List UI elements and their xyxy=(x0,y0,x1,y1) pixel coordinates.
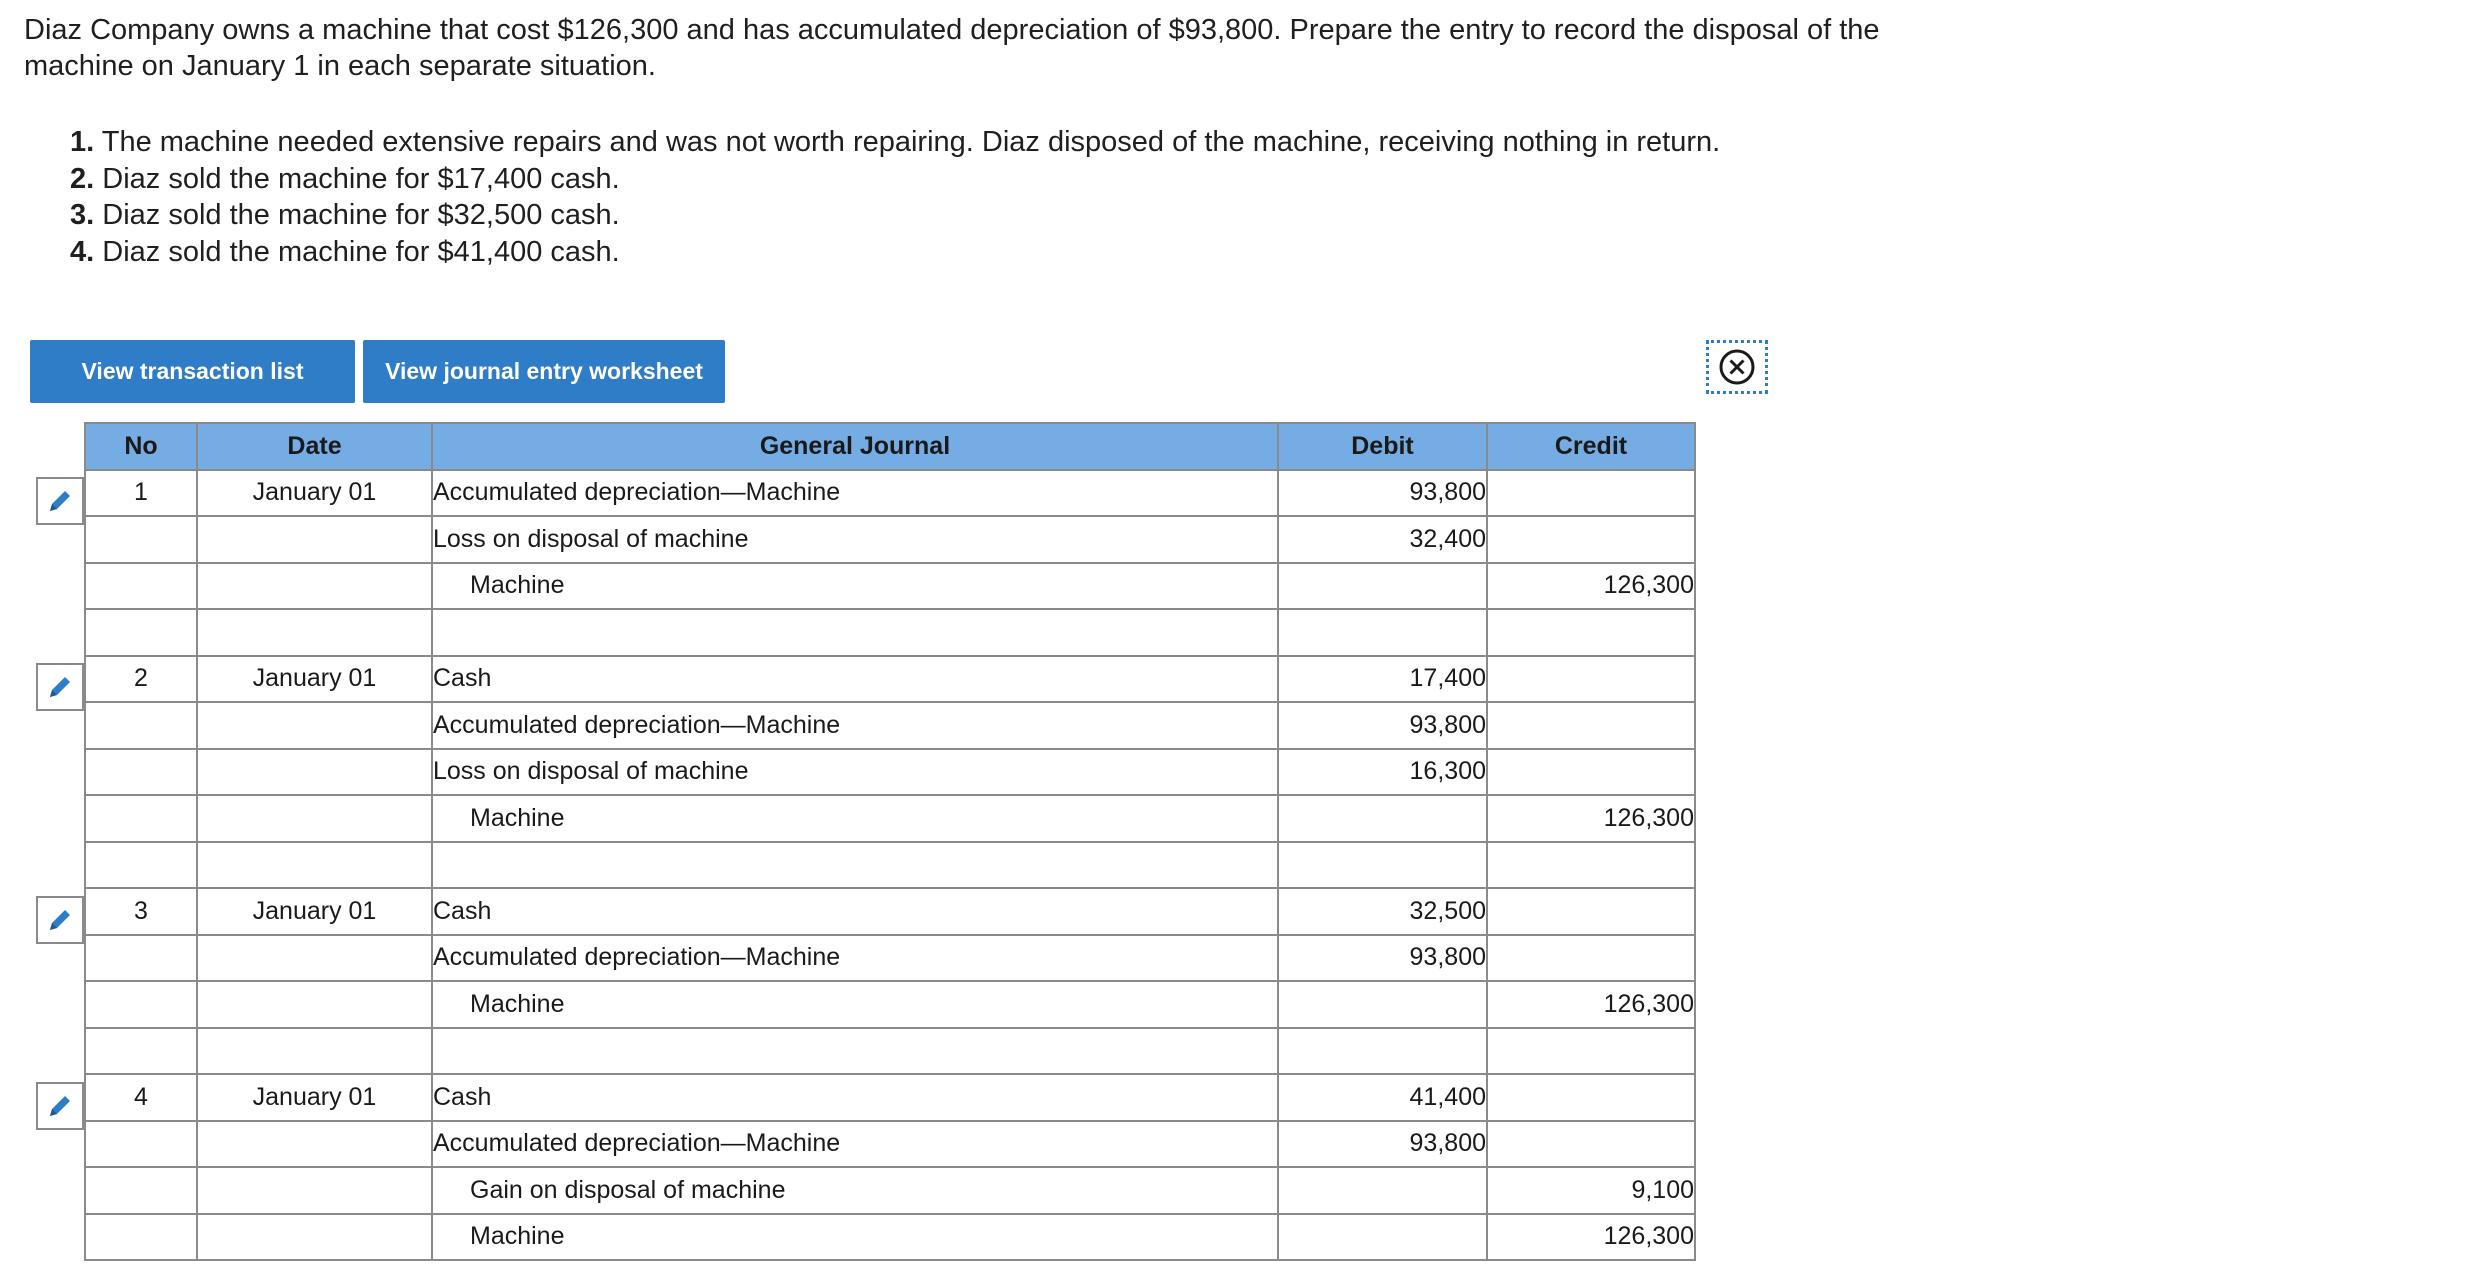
cell-date xyxy=(197,1028,432,1075)
cell-debit[interactable]: 93,800 xyxy=(1278,1121,1487,1168)
table-row xyxy=(85,563,1695,610)
cell-no xyxy=(85,749,197,796)
cell-account[interactable]: Cash xyxy=(432,1074,1278,1121)
requirement-number: 1. xyxy=(70,126,95,158)
table-row xyxy=(85,516,1695,563)
cell-date: January 01 xyxy=(197,1074,432,1121)
cell-account[interactable]: Accumulated depreciation—Machine xyxy=(432,935,1278,982)
cell-account[interactable]: Machine xyxy=(432,795,1278,842)
cell-debit[interactable]: 93,800 xyxy=(1278,470,1487,517)
table-row xyxy=(85,1214,1695,1261)
general-journal-table xyxy=(84,422,1696,1261)
cell-credit[interactable] xyxy=(1487,935,1695,982)
close-button[interactable] xyxy=(1706,340,1768,394)
cell-account[interactable]: Cash xyxy=(432,888,1278,935)
cell-credit[interactable] xyxy=(1487,888,1695,935)
cell-account[interactable]: Accumulated depreciation—Machine xyxy=(432,1121,1278,1168)
cell-date: January 01 xyxy=(197,470,432,517)
requirement-text: Diaz sold the machine for $41,400 cash. xyxy=(102,235,620,268)
column-header-debit: Debit xyxy=(1278,423,1487,470)
table-header-row xyxy=(85,423,1695,470)
cell-no xyxy=(85,935,197,982)
requirement-text: Diaz sold the machine for $17,400 cash. xyxy=(102,162,620,195)
cell-account[interactable]: Machine xyxy=(432,563,1278,610)
cell-credit[interactable] xyxy=(1487,656,1695,703)
cell-debit[interactable] xyxy=(1278,795,1487,842)
cell-account[interactable]: Machine xyxy=(432,981,1278,1028)
cell-date xyxy=(197,1167,432,1214)
cell-debit[interactable]: 32,500 xyxy=(1278,888,1487,935)
cell-credit[interactable] xyxy=(1487,609,1695,656)
cell-date xyxy=(197,1214,432,1261)
edit-entry-1-button[interactable] xyxy=(36,477,84,525)
cell-credit[interactable] xyxy=(1487,749,1695,796)
cell-credit[interactable] xyxy=(1487,1028,1695,1075)
cell-debit[interactable]: 93,800 xyxy=(1278,935,1487,982)
cell-account[interactable] xyxy=(432,1028,1278,1075)
table-row xyxy=(85,1028,1695,1075)
cell-credit[interactable] xyxy=(1487,702,1695,749)
cell-credit[interactable] xyxy=(1487,516,1695,563)
cell-account[interactable]: Loss on disposal of machine xyxy=(432,516,1278,563)
cell-date xyxy=(197,702,432,749)
cell-debit[interactable]: 17,400 xyxy=(1278,656,1487,703)
table-row xyxy=(85,749,1695,796)
cell-no xyxy=(85,795,197,842)
table-row xyxy=(85,702,1695,749)
cell-account[interactable]: Loss on disposal of machine xyxy=(432,749,1278,796)
requirement-item xyxy=(70,197,1720,234)
cell-credit[interactable] xyxy=(1487,842,1695,889)
column-header-date: Date xyxy=(197,423,432,470)
circle-x-icon xyxy=(1718,348,1756,386)
cell-account[interactable] xyxy=(432,842,1278,889)
journal-body xyxy=(85,470,1695,1261)
table-row xyxy=(85,981,1695,1028)
cell-no xyxy=(85,516,197,563)
column-header-general-journal: General Journal xyxy=(432,423,1278,470)
cell-date xyxy=(197,795,432,842)
cell-debit[interactable] xyxy=(1278,609,1487,656)
cell-account[interactable]: Gain on disposal of machine xyxy=(432,1167,1278,1214)
cell-date: January 01 xyxy=(197,656,432,703)
column-header-credit: Credit xyxy=(1487,423,1695,470)
cell-no: 3 xyxy=(85,888,197,935)
cell-credit[interactable] xyxy=(1487,1121,1695,1168)
requirement-number: 4. xyxy=(70,235,95,268)
view-transaction-list-button[interactable]: View transaction list xyxy=(30,340,355,403)
cell-date: January 01 xyxy=(197,888,432,935)
requirement-number: 3. xyxy=(70,199,95,231)
requirement-text: The machine needed extensive repairs and was not worth repairing. Diaz disposed of the machine, receiving nothing in return. xyxy=(101,126,1721,158)
cell-no xyxy=(85,1214,197,1261)
cell-no xyxy=(85,981,197,1028)
cell-no: 1 xyxy=(85,470,197,517)
cell-no xyxy=(85,702,197,749)
cell-debit[interactable] xyxy=(1278,842,1487,889)
cell-no xyxy=(85,1121,197,1168)
table-row xyxy=(85,1074,1695,1121)
cell-no xyxy=(85,1028,197,1075)
cell-credit[interactable]: 9,100 xyxy=(1487,1167,1695,1214)
pencil-icon xyxy=(45,672,75,702)
cell-no xyxy=(85,1167,197,1214)
table-row xyxy=(85,935,1695,982)
requirement-item xyxy=(70,234,1720,271)
table-row xyxy=(85,842,1695,889)
cell-date xyxy=(197,842,432,889)
requirement-number: 2. xyxy=(70,162,95,195)
requirement-item xyxy=(70,161,1720,198)
cell-date xyxy=(197,749,432,796)
table-row xyxy=(85,888,1695,935)
cell-debit[interactable] xyxy=(1278,981,1487,1028)
requirement-item xyxy=(70,124,1720,161)
cell-credit[interactable]: 126,300 xyxy=(1487,563,1695,610)
cell-debit[interactable] xyxy=(1278,1028,1487,1075)
cell-date xyxy=(197,1121,432,1168)
cell-account[interactable]: Accumulated depreciation—Machine xyxy=(432,702,1278,749)
cell-account[interactable]: Cash xyxy=(432,656,1278,703)
cell-debit[interactable] xyxy=(1278,1214,1487,1261)
pencil-icon xyxy=(45,905,75,935)
cell-debit[interactable]: 93,800 xyxy=(1278,702,1487,749)
column-header-no: No xyxy=(85,423,197,470)
requirements-list xyxy=(70,124,1720,270)
pencil-icon xyxy=(45,1091,75,1121)
cell-credit[interactable]: 126,300 xyxy=(1487,981,1695,1028)
edit-entry-4-button[interactable] xyxy=(36,1082,84,1130)
cell-debit[interactable]: 16,300 xyxy=(1278,749,1487,796)
cell-date xyxy=(197,981,432,1028)
cell-account[interactable] xyxy=(432,609,1278,656)
table-row xyxy=(85,795,1695,842)
cell-credit[interactable] xyxy=(1487,1074,1695,1121)
table-row xyxy=(85,609,1695,656)
edit-entry-3-button[interactable] xyxy=(36,896,84,944)
cell-date xyxy=(197,609,432,656)
cell-credit[interactable]: 126,300 xyxy=(1487,1214,1695,1261)
cell-date xyxy=(197,935,432,982)
cell-account[interactable]: Machine xyxy=(432,1214,1278,1261)
cell-credit[interactable] xyxy=(1487,470,1695,517)
cell-no: 4 xyxy=(85,1074,197,1121)
view-journal-entry-worksheet-button[interactable]: View journal entry worksheet xyxy=(363,340,725,403)
cell-no xyxy=(85,563,197,610)
cell-debit[interactable] xyxy=(1278,1167,1487,1214)
cell-no: 2 xyxy=(85,656,197,703)
cell-no xyxy=(85,609,197,656)
table-row xyxy=(85,470,1695,517)
problem-statement: Diaz Company owns a machine that cost $126,300 and has accumulated depreciation of $93,800. Prepare the entry to record the disposal of the machine on January 1 in each separate situation. xyxy=(24,14,1880,82)
cell-debit[interactable]: 32,400 xyxy=(1278,516,1487,563)
edit-entry-2-button[interactable] xyxy=(36,663,84,711)
cell-date xyxy=(197,516,432,563)
cell-account[interactable]: Accumulated depreciation—Machine xyxy=(432,470,1278,517)
pencil-icon xyxy=(45,486,75,516)
cell-credit[interactable]: 126,300 xyxy=(1487,795,1695,842)
cell-debit[interactable] xyxy=(1278,563,1487,610)
cell-debit[interactable]: 41,400 xyxy=(1278,1074,1487,1121)
cell-no xyxy=(85,842,197,889)
table-row xyxy=(85,1121,1695,1168)
requirement-text: Diaz sold the machine for $32,500 cash. xyxy=(102,199,620,231)
cell-date xyxy=(197,563,432,610)
table-row xyxy=(85,1167,1695,1214)
table-row xyxy=(85,656,1695,703)
